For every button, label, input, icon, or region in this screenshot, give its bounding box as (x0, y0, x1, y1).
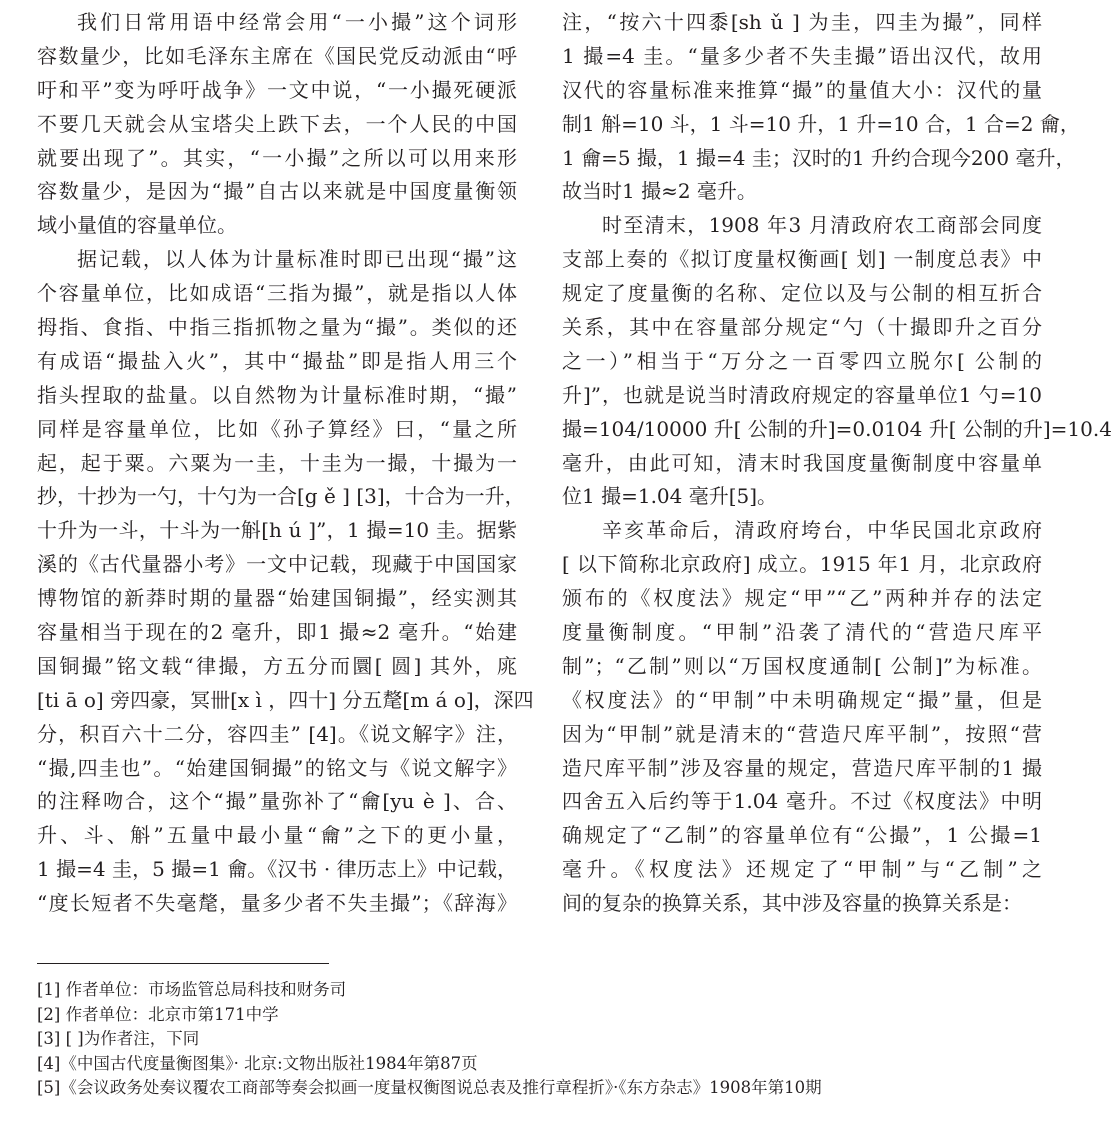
footnote-item: [5]《会议政务处奏议覆农工商部等奏会拟画一度量权衡图说总表及推行章程折》·《东方杂志》1908年第10期 (37, 1078, 822, 1098)
text-line: 之一）”相当于“万分之一百零四立脱尔[ 公制的 (562, 348, 1042, 373)
text-line: 颁布的《权度法》规定“甲”“乙”两种并存的法定 (562, 586, 1042, 611)
text-line: “度长短者不失毫氂，量多少者不失圭撮”；《辞海》 (37, 891, 517, 916)
text-line: 规定了度量衡的名称、定位以及与公制的相互折合 (562, 281, 1042, 306)
text-line: [ti ā o] 旁四豪，冥卌[x ì ，四十] 分五氂[m á o]，深四 (37, 687, 534, 712)
footnote-divider (37, 963, 329, 964)
text-line: 升]”，也就是说当时清政府规定的容量单位1 勺=10 (562, 382, 1042, 407)
text-line: 有成语“撮盐入火”，其中“撮盐”即是指人用三个 (37, 348, 517, 373)
text-line: 十升为一斗，十斗为一斛[h ú ]”，1 撮=10 圭。据紫 (37, 518, 517, 543)
text-line: 容数量少，比如毛泽东主席在《国民党反动派由“呼 (37, 43, 517, 68)
text-line: 拇指、食指、中指三指抓物之量为“撮”。类似的还 (37, 315, 517, 340)
text-line: 容数量少，是因为“撮”自古以来就是中国度量衡领 (37, 179, 517, 204)
text-line: 吁和平”变为呼吁战争》一文中说，“一小撮死硬派 (37, 77, 517, 102)
footnote-item: [3] [ ]为作者注，下同 (37, 1029, 200, 1049)
left-column (37, 6, 534, 921)
text-line: 制”；“乙制”则以“万国权度通制[ 公制]”为标准。 (562, 653, 1042, 678)
text-line: “撮,四圭也”。“始建国铜撮”的铭文与《说文解字》 (37, 755, 517, 780)
text-line: 确规定了“乙制”的容量单位有“公撮”，1 公撮=1 (562, 823, 1042, 848)
text-line: 故当时1 撮≈2 毫升。 (562, 179, 757, 204)
text-line: 撮=104/10000 升[ 公制的升]=0.0104 升[ 公制的升]=10.4 (562, 416, 1112, 441)
text-line: 制1 斛=10 斗，1 斗=10 升，1 升=10 合，1 合=2 龠， (562, 111, 1080, 136)
text-line: 就要出现了”。其实，“一小撮”之所以可以用来形 (37, 145, 517, 170)
right-column (562, 6, 1112, 921)
text-line: 关系，其中在容量部分规定“勺（十撮即升之百分 (562, 315, 1042, 340)
text-line: 起，起于粟。六粟为一圭，十圭为一撮，十撮为一 (37, 450, 517, 475)
text-line: 指头捏取的盐量。以自然物为计量标准时期，“撮” (37, 382, 517, 407)
text-line: 分，积百六十二分，容四圭” [4]。《说文解字》注， (37, 721, 517, 746)
text-line: 注，“按六十四黍[sh ǔ ] 为圭，四圭为撮”，同样 (562, 10, 1042, 34)
text-line: 不要几天就会从宝塔尖上跌下去，一个人民的中国 (37, 111, 517, 136)
text-line: 造尺库平制”涉及容量的规定，营造尺库平制的1 撮 (562, 755, 1042, 780)
text-line: [ 以下简称北京政府] 成立。1915 年1 月，北京政府 (562, 552, 1042, 577)
text-line: 容量相当于现在的2 毫升，即1 撮≈2 毫升。“始建 (37, 620, 517, 645)
text-line: 支部上奏的《拟订度量权衡画[ 划] 一制度总表》中 (562, 247, 1042, 272)
text-line: 1 撮=4 圭。“量多少者不失圭撮”语出汉代，故用 (562, 43, 1042, 68)
text-line: 域小量值的容量单位。 (37, 213, 237, 238)
text-line: 溪的《古代量器小考》一文中记载，现藏于中国国家 (37, 552, 517, 577)
footnote-item: [2] 作者单位：北京市第171中学 (37, 1004, 279, 1024)
footnote-item: [4]《中国古代度量衡图集》· 北京:文物出版社1984年第87页 (37, 1053, 478, 1073)
text-line: 国铜撮”铭文载“律撮，方五分而圜[ 圆] 其外，庣 (37, 653, 517, 678)
text-line: 因为“甲制”就是清末的“营造尺库平制”，按照“营 (562, 721, 1042, 746)
text-line: 个容量单位，比如成语“三指为撮”，就是指以人体 (37, 281, 517, 306)
text-line: 度量衡制度。“甲制”沿袭了清代的“营造尺库平 (562, 620, 1042, 645)
footnote-item: [1] 作者单位：市场监管总局科技和财务司 (37, 980, 347, 999)
text-line: 据记载，以人体为计量标准时即已出现“撮”这 (77, 247, 517, 272)
text-line: 毫升。《权度法》还规定了“甲制”与“乙制”之 (562, 857, 1042, 882)
text-line: 的注释吻合，这个“撮”量弥补了“龠[yu è ]、合、 (37, 789, 517, 814)
text-line: 辛亥革命后，清政府垮台，中华民国北京政府 (602, 518, 1042, 543)
text-line: 毫升，由此可知，清末时我国度量衡制度中容量单 (562, 450, 1042, 475)
text-line: 汉代的容量标准来推算“撮”的量值大小：汉代的量 (562, 77, 1042, 102)
text-line: 我们日常用语中经常会用“一小撮”这个词形 (77, 10, 517, 34)
text-line: 1 撮=4 圭，5 撮=1 龠。《汉书 · 律历志上》中记载， (37, 857, 517, 882)
text-line: 升、斗、斛”五量中最小量“龠”之下的更小量， (37, 823, 517, 848)
text-line: 博物馆的新莽时期的量器“始建国铜撮”，经实测其 (37, 586, 517, 611)
text-line: 四舍五入后约等于1.04 毫升。不过《权度法》中明 (562, 789, 1042, 814)
text-line: 间的复杂的换算关系，其中涉及容量的换算关系是： (562, 891, 1022, 916)
text-line: 时至清末，1908 年3 月清政府农工商部会同度 (602, 213, 1042, 238)
text-line: 1 龠=5 撮，1 撮=4 圭；汉时的1 升约合现今200 毫升， (562, 145, 1076, 170)
text-line: 抄，十抄为一勺，十勺为一合[g ě ] [3]，十合为一升， (37, 484, 525, 509)
text-line: 位1 撮=1.04 毫升[5]。 (562, 484, 778, 509)
text-line: 《权度法》的“甲制”中未明确规定“撮”量，但是 (562, 687, 1042, 712)
text-line: 同样是容量单位，比如《孙子算经》曰，“量之所 (37, 416, 517, 441)
footnotes (37, 978, 1037, 1101)
